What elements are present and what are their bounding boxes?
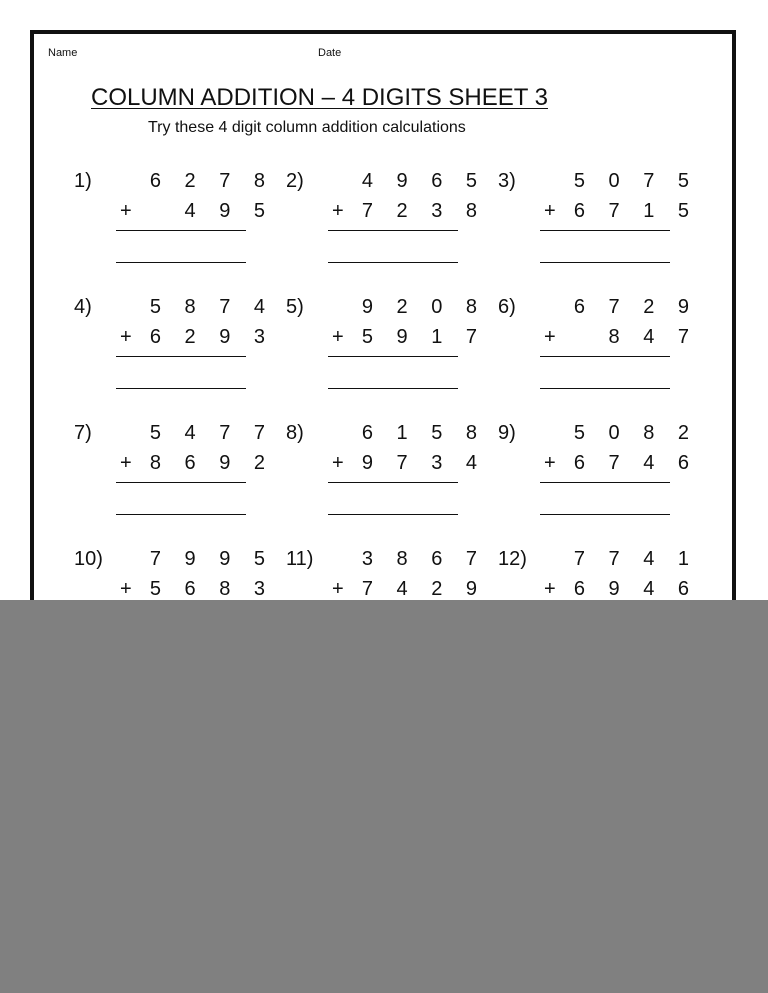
problem-number: 4) bbox=[74, 296, 92, 318]
top-operand: 5 0 8 2 bbox=[573, 422, 698, 444]
plus-sign: + bbox=[544, 200, 556, 222]
bottom-operand: 4 9 5 bbox=[184, 200, 274, 222]
problem-number: 7) bbox=[74, 422, 92, 444]
problem-number: 5) bbox=[286, 296, 304, 318]
plus-sign: + bbox=[120, 326, 132, 348]
top-operand: 3 8 6 7 bbox=[361, 548, 486, 570]
sum-line bbox=[540, 230, 670, 231]
problem-6 bbox=[498, 296, 698, 386]
answer-line[interactable] bbox=[328, 514, 458, 515]
answer-line[interactable] bbox=[540, 514, 670, 515]
plus-sign: + bbox=[332, 452, 344, 474]
problem-3 bbox=[498, 170, 698, 260]
plus-sign: + bbox=[332, 200, 344, 222]
plus-sign: + bbox=[332, 326, 344, 348]
problem-number: 11) bbox=[286, 548, 314, 570]
top-operand: 5 8 7 4 bbox=[149, 296, 274, 318]
top-operand: 6 1 5 8 bbox=[361, 422, 486, 444]
bottom-operand: 6 7 4 6 bbox=[573, 452, 698, 474]
problem-number: 6) bbox=[498, 296, 516, 318]
problem-number: 1) bbox=[74, 170, 92, 192]
worksheet-title: COLUMN ADDITION – 4 DIGITS SHEET 3 bbox=[91, 84, 548, 111]
answer-line[interactable] bbox=[116, 388, 246, 389]
plus-sign: + bbox=[332, 578, 344, 600]
date-label: Date bbox=[318, 47, 342, 59]
top-operand: 6 2 7 8 bbox=[149, 170, 274, 192]
sum-line bbox=[328, 356, 458, 357]
bottom-operand: 8 4 7 bbox=[608, 326, 698, 348]
problem-2 bbox=[286, 170, 486, 260]
problem-number: 9) bbox=[498, 422, 516, 444]
problem-number: 2) bbox=[286, 170, 304, 192]
plus-sign: + bbox=[120, 452, 132, 474]
sum-line bbox=[540, 482, 670, 483]
answer-line[interactable] bbox=[328, 262, 458, 263]
answer-line[interactable] bbox=[116, 514, 246, 515]
top-operand: 7 9 9 5 bbox=[149, 548, 274, 570]
bottom-operand: 6 7 1 5 bbox=[573, 200, 698, 222]
worksheet-subtitle: Try these 4 digit column addition calculations bbox=[148, 119, 466, 136]
top-operand: 7 7 4 1 bbox=[573, 548, 698, 570]
top-operand: 9 2 0 8 bbox=[361, 296, 486, 318]
bottom-operand: 8 6 9 2 bbox=[149, 452, 274, 474]
bottom-operand: 6 2 9 3 bbox=[149, 326, 274, 348]
sum-line bbox=[116, 482, 246, 483]
plus-sign: + bbox=[544, 452, 556, 474]
answer-line[interactable] bbox=[116, 262, 246, 263]
problem-5 bbox=[286, 296, 486, 386]
plus-sign: + bbox=[544, 578, 556, 600]
top-operand: 6 7 2 9 bbox=[573, 296, 698, 318]
sum-line bbox=[116, 230, 246, 231]
answer-line[interactable] bbox=[328, 388, 458, 389]
sum-line bbox=[540, 356, 670, 357]
problem-1 bbox=[74, 170, 274, 260]
top-operand: 4 9 6 5 bbox=[361, 170, 486, 192]
bottom-operand: 5 6 8 3 bbox=[149, 578, 274, 600]
answer-line[interactable] bbox=[540, 262, 670, 263]
sum-line bbox=[116, 356, 246, 357]
bottom-operand: 7 2 3 8 bbox=[361, 200, 486, 222]
problem-4 bbox=[74, 296, 274, 386]
plus-sign: + bbox=[120, 578, 132, 600]
answer-line[interactable] bbox=[540, 388, 670, 389]
bottom-operand: 6 9 4 6 bbox=[573, 578, 698, 600]
name-label: Name bbox=[48, 47, 78, 59]
problem-7 bbox=[74, 422, 274, 512]
bottom-operand: 7 4 2 9 bbox=[361, 578, 486, 600]
top-operand: 5 0 7 5 bbox=[573, 170, 698, 192]
plus-sign: + bbox=[120, 200, 132, 222]
top-operand: 5 4 7 7 bbox=[149, 422, 274, 444]
problem-8 bbox=[286, 422, 486, 512]
problem-number: 8) bbox=[286, 422, 304, 444]
bottom-operand: 5 9 1 7 bbox=[361, 326, 486, 348]
gray-overlay bbox=[0, 600, 768, 993]
problem-number: 10) bbox=[74, 548, 103, 570]
sum-line bbox=[328, 230, 458, 231]
bottom-operand: 9 7 3 4 bbox=[361, 452, 486, 474]
problem-number: 3) bbox=[498, 170, 516, 192]
problem-number: 12) bbox=[498, 548, 527, 570]
plus-sign: + bbox=[544, 326, 556, 348]
sum-line bbox=[328, 482, 458, 483]
problem-9 bbox=[498, 422, 698, 512]
